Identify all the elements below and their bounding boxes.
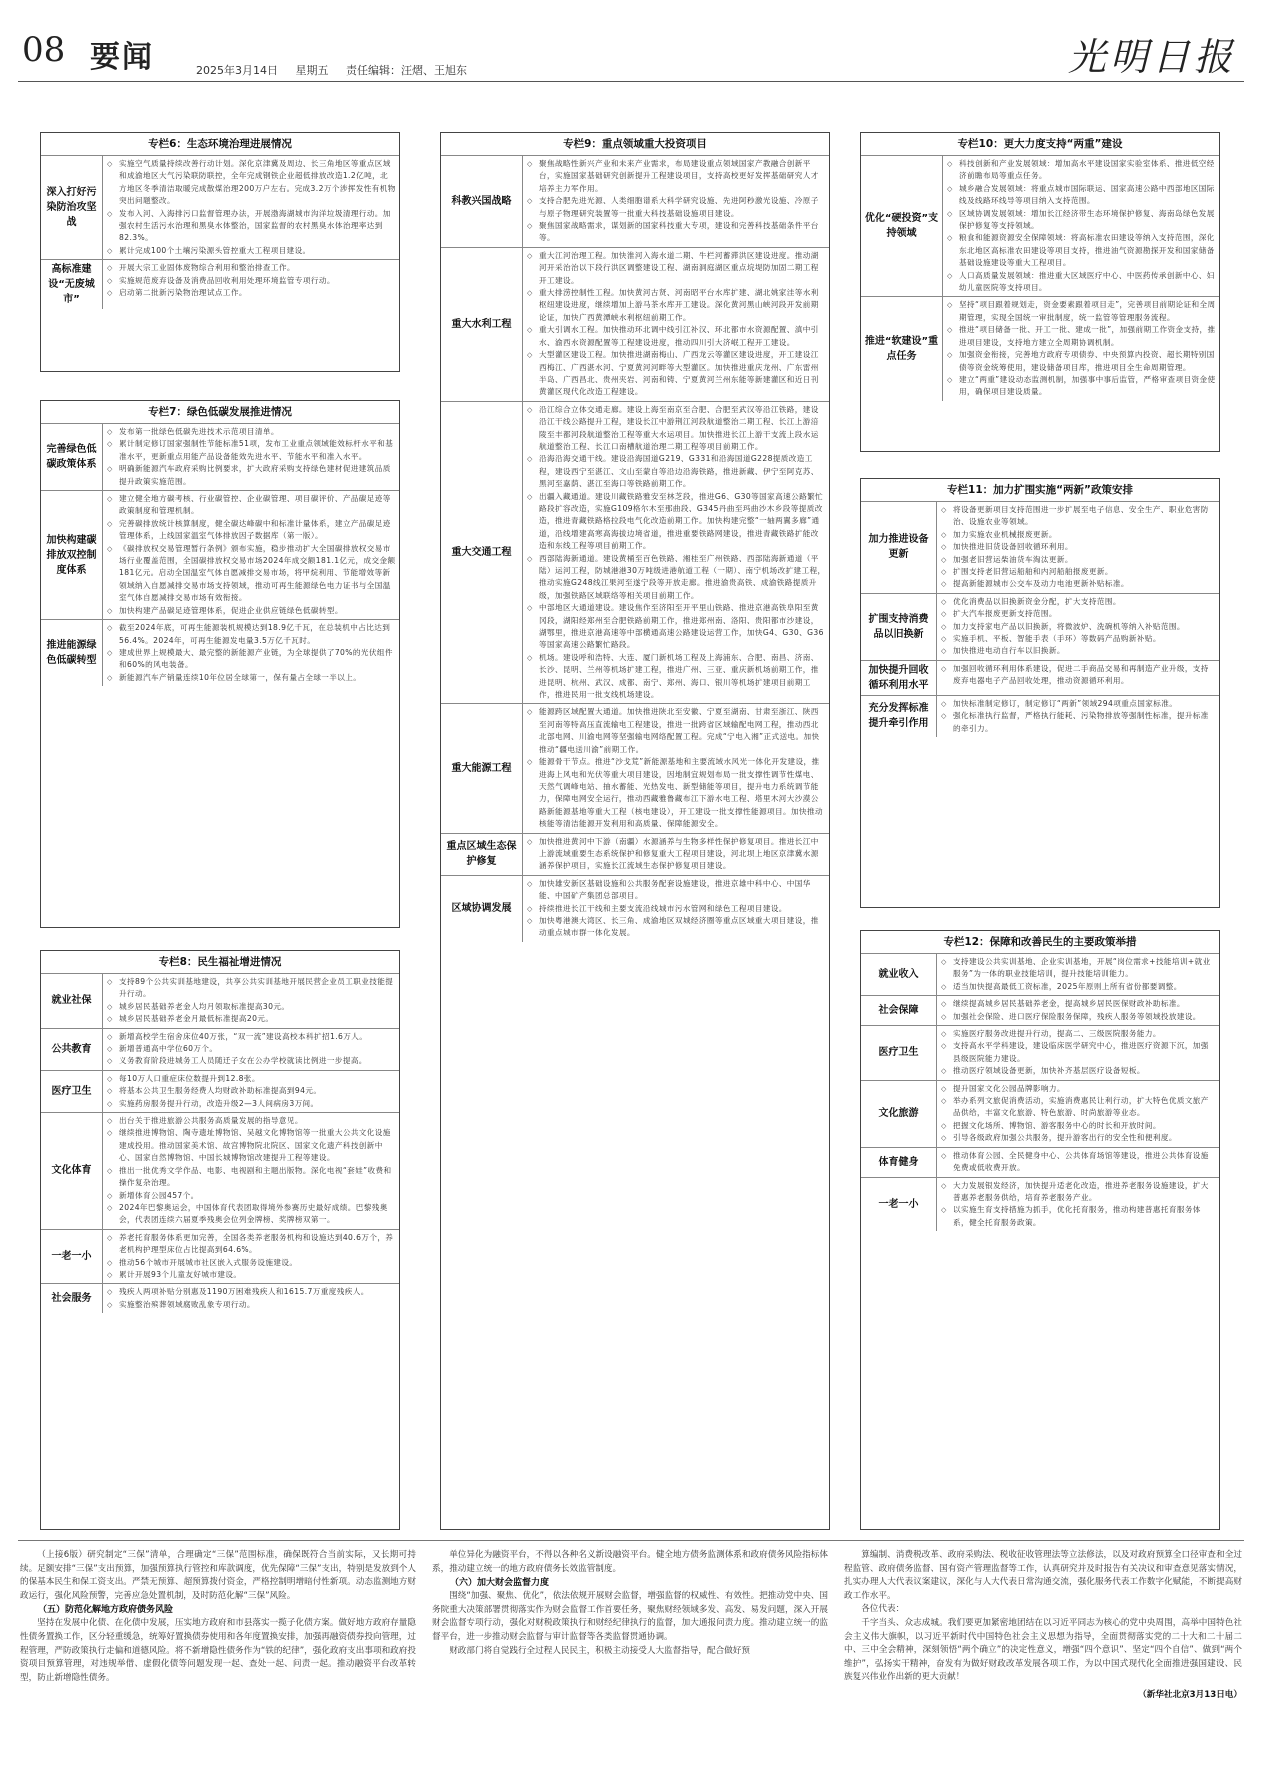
row-items xyxy=(937,954,1219,995)
column-box-title: 专栏12：保障和改善民生的主要政策举措 xyxy=(943,936,1137,948)
dateline: （新华社北京3月13日电） xyxy=(1138,1689,1242,1700)
paragraph: 千字当头、众志成城。我们要更加紧密地团结在以习近平同志为核心的党中央周围，高举中国特色社会主义伟大旗帜，以习近平新时代中国特色社会主义思想为指导，全面贯彻落实党的二十大和二十届二中、三中全会精神，深刻领悟“两个确立”的决定性意义，增强“四个意识”、坚定“四个自信”、做到“两个维护”，弘扬实干精神，奋发有为做好财政改革发展各项工作，为以中国式现代化全面推进强国建设、民族复兴伟业作出新的更大贡献！ xyxy=(844,1617,1242,1683)
list-item: ◇ 支持合肥先进光源、人类细胞谱系大科学研究设施、先进阿秒激光设施、冷原子与原子物理研究装置等一批重大科技基础设施项目建设。 xyxy=(523,195,826,220)
list-item: ◇ 提升国家文化公园品牌影响力。 xyxy=(937,1083,1216,1095)
list-item: ◇ 以实施生育支持措施为抓手，优化托育服务，推动构建普惠托育服务体系，健全托育服务政策。 xyxy=(937,1204,1216,1229)
column-box-11 xyxy=(860,478,1220,908)
column-box-row xyxy=(861,593,1219,660)
row-items xyxy=(103,1230,399,1284)
list-item: ◇ 建立“两重”建设动态监测机制，加强事中事后监管，严格审查项目资金使用，确保项目建设质量。 xyxy=(943,374,1216,399)
row-items xyxy=(523,402,829,704)
row-items xyxy=(103,974,399,1028)
list-item: ◇ 持续推进长江干线和主要支流沿线城市污水管网和绿色工程项目建设。 xyxy=(523,903,826,915)
column-box-title: 专栏10：更大力度支持“两重”建设 xyxy=(957,138,1123,150)
row-items xyxy=(943,297,1219,400)
column-box-row xyxy=(41,1283,399,1313)
list-item: ◇ 粮食和能源资源安全保障领域：将高标准农田建设等纳入支持范围，深化东北地区高标准农田建设等项目支持，推进油气资源勘探开发和国家储备基础设施建设等重大工程项目。 xyxy=(943,232,1216,269)
row-label: 重大能源工程 xyxy=(441,704,523,832)
column-box-row xyxy=(861,1177,1219,1232)
list-item: ◇ 加强回收循环利用体系建设，促进二手商品交易和再制造产业升级，支持废弃电器电子产品回收处理，推动资源循环利用。 xyxy=(937,663,1216,688)
list-item: ◇ 沿海沿海交通干线。建设沿海国道G219、G331和沿海国道G228提质改造工程，建设西宁至湛江、文山至蒙自等沿边沿海铁路，推进新藏、伊宁至阿克苏、黑河至嘉荫、湛江至海口等铁路前期工作。 xyxy=(523,453,826,490)
list-item: ◇ 每10万人口重症床位数提升到12.8张。 xyxy=(103,1073,396,1085)
list-item: ◇ 加强老旧营运柴油货车淘汰更新。 xyxy=(937,554,1216,566)
list-item: ◇ 实施手机、平板、智能手表（手环）等数码产品购新补贴。 xyxy=(937,633,1216,645)
column-box-row xyxy=(861,155,1219,296)
paragraph: 单位异化为融资平台，不得以各种名义新设融资平台。健全地方债务监测体系和政府债务风险指标体系，推动建立统一的地方政府债务长效监管制度。 xyxy=(432,1550,828,1574)
section-title: 要闻 xyxy=(90,40,154,75)
row-label: 医疗卫生 xyxy=(861,1026,937,1080)
list-item: ◇ 重大排涝控制性工程。加快黄河古贤、河南昭平台水库扩建、湖北姚家洼等水利枢纽建设进度，继续增加上游马茶水库开工建设。深化黄河黑山峡河段开发前期论证，加快广西黄潭峡水利枢纽前期工作。 xyxy=(523,287,826,324)
row-label: 加快构建碳排放双控制度体系 xyxy=(41,491,103,619)
list-item: ◇ 重大江河治理工程。加快淮河入海水道二期、牛栏河蓄滞洪区建设进度。推动湖河开采治治以下段行洪区调整建设工程、湖南洞庭湖区重点垸堤防加固二期工程开工建设。 xyxy=(523,250,826,287)
row-items xyxy=(943,156,1219,296)
list-item: ◇ 能源骨干节点。推进“沙戈荒”新能源基地和主要流域水风光一体化开发建设，推进海上风电和光伏等重大项目建设，因地制宜规划布局一批支撑性调节性煤电、天然气调峰电站、抽水蓄能、光热发电、新型储能等项目，提升电力系统调节能力，保障电网安全运行，推动西藏雅鲁藏布江下游水电工程、塔里木河大沙漠公路新能源基地等重大工程（核电建设），开工建设一批支撑性能源项目。加快推动核能等清洁能源开发利用和高质量、保障能源安全。 xyxy=(523,756,826,830)
masthead xyxy=(18,22,1244,82)
page-number: 08 xyxy=(22,30,66,70)
list-item: ◇ 重大引调水工程。加快推动环北调中线引江补汉、环北都市水资源配置、滇中引水、渝西水资源配置等工程建设进度，推动四川引大济岷工程开工建设。 xyxy=(523,324,826,349)
issue-date: 2025年3月14日 xyxy=(196,64,278,77)
list-item: ◇ 累计制定修订国家强制性节能标准51项，发布工业重点领域能效标杆水平和基准水平，更新重点用能产品设备能效先进水平、节能水平和准入水平。 xyxy=(103,438,396,463)
masthead-info xyxy=(196,62,481,78)
column-box-row xyxy=(41,1112,399,1229)
list-item: ◇ 新增普通高中学位60万个。 xyxy=(103,1043,396,1055)
issue-weekday: 星期五 xyxy=(295,64,329,77)
list-item: ◇ 加强社会保险、进口医疗保险服务保障，残疾人服务等领域投放建设。 xyxy=(937,1011,1216,1023)
column-box-6 xyxy=(40,132,400,372)
list-item: ◇ 扩大汽车报废更新支持范围。 xyxy=(937,608,1216,620)
row-label: 推进能源绿色低碳转型 xyxy=(41,620,103,686)
column-box-12 xyxy=(860,930,1220,1530)
list-item: ◇ 人口高质量发展领域：推进重大区域医疗中心、中医药传承创新中心、妇幼儿童医院等支持项目。 xyxy=(943,270,1216,295)
row-items xyxy=(103,1071,399,1112)
list-item: ◇ 优化消费品以旧换新资金分配，扩大支持范围。 xyxy=(937,596,1216,608)
column-box-8 xyxy=(40,950,400,1530)
row-items xyxy=(103,1029,399,1070)
list-item: ◇ 加快标准制定修订，制定修订“两新”领域294项重点国家标准。 xyxy=(937,698,1216,710)
row-items xyxy=(103,156,399,259)
list-item: ◇ 大力发展银发经济，加快提升适老化改造，推进养老服务设施建设，扩大普惠养老服务供给，培育养老服务产业。 xyxy=(937,1180,1216,1205)
row-label: 社会服务 xyxy=(41,1284,103,1313)
column-box-title: 专栏8：民生福祉增进情况 xyxy=(158,956,282,968)
row-items xyxy=(523,248,829,401)
paragraph: （上接6版）研究制定“三保”清单，合理确定“三保”范围标准，确保既符合当前实际，又长期可持续。足额安排“三保”支出预算，加强预算执行管控和库款调度，优先保障“三保”支出，特别是发放到个人的保基本民生和保工资支出。严禁无预算、超预算拨付资金，严格控制明增暗付性新项。动态监测地方财政运行，强化风险预警，完善应急处置机制，及时防范化解“三保”风险。 xyxy=(20,1550,416,1601)
row-items xyxy=(937,1081,1219,1147)
paragraph: 各位代表： xyxy=(861,1604,905,1615)
list-item: ◇ 加快推进旧货设备回收循环利用。 xyxy=(937,541,1216,553)
column-box-row xyxy=(41,490,399,619)
column-box-title: 专栏6：生态环境治理进展情况 xyxy=(148,138,292,150)
newspaper-logo: 光明日报 xyxy=(1067,35,1236,79)
row-items xyxy=(937,502,1219,593)
article-column-1 xyxy=(20,1549,416,1685)
list-item: ◇ 加快粤港澳大湾区、长三角、成渝地区双城经济圈等重点区域重大项目建设，推动重点城市群一体化发展。 xyxy=(523,915,826,940)
column-box-row xyxy=(861,695,1219,737)
list-item: ◇ 开展大宗工业固体废物综合利用和整治排查工作。 xyxy=(103,262,396,274)
editors: 责任编辑：汪熠、王旭东 xyxy=(346,64,467,77)
row-items xyxy=(523,834,829,875)
row-items xyxy=(103,620,399,686)
column-box-title: 专栏11：加力扩围实施“两新”政策安排 xyxy=(947,484,1133,496)
column-box-row xyxy=(441,833,829,875)
list-item: ◇ 实施医疗服务改进提升行动，提高二、三级医院服务能力。 xyxy=(937,1028,1216,1040)
row-label: 文化体育 xyxy=(41,1113,103,1229)
row-items xyxy=(937,1148,1219,1177)
list-item: ◇ 加快雄安新区基础设施和公共服务配套设施建设，推进京雄中科中心、中国华能、中国矿产集团总部项目。 xyxy=(523,878,826,903)
list-item: ◇ 引导各级政府加强公共服务，提升游客出行的安全性和便利度。 xyxy=(937,1132,1216,1144)
row-label: 社会保障 xyxy=(861,996,937,1025)
row-label: 文化旅游 xyxy=(861,1081,937,1147)
list-item: ◇ 完善碳排放统计核算制度，健全碳达峰碳中和标准计量体系，建立产品碳足迹管理体系，上线国家温室气体排放因子数据库（第一版）。 xyxy=(103,518,396,543)
paragraph: 围绕“加强、聚焦、优化”，依法依规开展财会监督，增强监督的权威性、有效性。把推动党中央、国务院重大决策部署贯彻落实作为财会监督工作首要任务，聚焦财经领域多发、高发、易发问题，深入开展财会监督专项行动，强化对财税政策执行和财经纪律执行的监督，加大通报问责力度。推动建立统一的监督平台，进一步推动财会监督与审计监督等各类监督贯通协调。 xyxy=(432,1591,828,1642)
list-item: ◇ 城乡居民基础养老金月最低标准提高20元。 xyxy=(103,1013,396,1025)
list-item: ◇ 累计开展93个儿童友好城市建设。 xyxy=(103,1269,396,1281)
list-item: ◇ 新能源汽车产销量连续10年位居全球第一，保有量占全球一半以上。 xyxy=(103,672,396,684)
list-item: ◇ 2024年巴黎奥运会，中国体育代表团取得境外参赛历史最好成绩。巴黎残奥会，代表团连续六届夏季残奥会位列金牌榜、奖牌榜双第一。 xyxy=(103,1202,396,1227)
column-box-row xyxy=(41,1229,399,1284)
list-item: ◇ 机场。建设呼和浩特、大连、厦门新机场工程及上海浦东、合肥、南昌、济南、长沙、昆明、兰州等机场扩建工程，推进广州、三亚、重庆新机场前期工作，推进昆明、杭州、武汉、成都、南宁、郑州、海口、银川等机场扩建项目前期工作，推进民用一批支线机场建设。 xyxy=(523,652,826,702)
paragraph: 坚持在发展中化债、在化债中发展，压实地方政府和市县落实一揽子化债方案。做好地方政府存量隐性债务置换工作，区分轻重缓急，统筹好置换债券使用和各年度置换安排，加强再融资债券投向管理，过程管理，严防政策执行走偏和道德风险。将不新增隐性债务作为“铁的纪律”，强化政府支出事项和政府投资项目预算管理，对违规举借、虚假化债等问题发现一起、查处一起、问责一起。推动融资平台改革转型，防止新增隐性债务。 xyxy=(20,1618,416,1683)
list-item: ◇ 推出一批优秀文学作品、电影、电视剧和主题出版物。深化电视“套娃”收费和操作复杂治理。 xyxy=(103,1165,396,1190)
list-item: ◇ 推动体育公园、全民健身中心、公共体育场馆等建设，推进公共体育设施免费或低收费开放。 xyxy=(937,1150,1216,1175)
column-box-row xyxy=(441,875,829,942)
list-item: ◇ 能源跨区域配置大通道。加快推进陕北至安徽、宁夏至湖南、甘肃至浙江、陕西至河南等特高压直流输电工程建设，推进一批跨省区域输配电网工程，推动西北北部电网、川渝电网等坚强输电网络配置工程。完成“宁电入湘”正式送电。加快推动“疆电送川渝”前期工作。 xyxy=(523,706,826,756)
column-box-7 xyxy=(40,400,400,928)
list-item: ◇ 出台关于推进旅游公共服务高质量发展的指导意见。 xyxy=(103,1115,396,1127)
row-label: 公共教育 xyxy=(41,1029,103,1070)
row-items xyxy=(937,996,1219,1025)
row-label: 加力推进设备更新 xyxy=(861,502,937,593)
row-label: 重大水利工程 xyxy=(441,248,523,401)
row-label: 加快提升回收循环利用水平 xyxy=(861,661,937,695)
list-item: ◇ 建立健全地方碳考核、行业碳管控、企业碳管理、项目碳评价、产品碳足迹等政策制度和管理机制。 xyxy=(103,493,396,518)
list-item: ◇ 推动医疗领域设备更新，加快补齐基层医疗设备短板。 xyxy=(937,1065,1216,1077)
list-item: ◇ 适当加快提高最低工资标准，2025年原则上所有省份都要调整。 xyxy=(937,981,1216,993)
list-item: ◇ 支持89个公共实训基地建设，共享公共实训基地开展民营企业员工职业技能提升行动。 xyxy=(103,976,396,1001)
row-items xyxy=(937,661,1219,695)
row-items xyxy=(937,1026,1219,1080)
row-label: 科教兴国战略 xyxy=(441,156,523,247)
subheading: （六）加大财会监督力度 xyxy=(450,1578,550,1589)
list-item: ◇ 继续提高城乡居民基础养老金，提高城乡居民医保财政补助标准。 xyxy=(937,998,1216,1010)
list-item: ◇ 发布第一批绿色低碳先进技术示范项目清单。 xyxy=(103,426,396,438)
list-item: ◇ 提高新能源城市公交车及动力电池更新补贴标准。 xyxy=(937,578,1216,590)
list-item: ◇ 加力实施农业机械报废更新。 xyxy=(937,529,1216,541)
column-box-row xyxy=(41,259,399,309)
column-box-row xyxy=(861,953,1219,995)
list-item: ◇ 沿江综合立体交通走廊。建设上海至南京至合肥、合肥至武汉等沿江铁路，建设沿江干线公路提升工程，建设长江中游荆江河段航道整治二期工程、长江上游涪陵至丰都河段航道整治工程等重大水运项目。加快推进长江上游干支流上段水运航道整治工程、长江口南槽航道治理二期工程等项目前期工作。 xyxy=(523,404,826,454)
row-items xyxy=(103,491,399,619)
column-box-title: 专栏9：重点领域重大投资项目 xyxy=(563,138,707,150)
row-items xyxy=(937,594,1219,660)
column-box-row xyxy=(861,501,1219,593)
column-box-row xyxy=(41,619,399,686)
list-item: ◇ 实施空气质量持续改善行动计划。深化京津冀及周边、长三角地区等重点区域和成渝地区大气污染联防联控，全年完成钢铁企业超低排放改造1.2亿吨，北方地区冬季清洁取暖完成散煤治理200万户左右。完成3.2万个涉挥发性有机物突出问题整改。 xyxy=(103,158,396,208)
list-item: ◇ 发布入河、入海排污口监督管理办法，开展渤海湖城市沟洋垃圾清理行动。加强农村生活污水治理和黑臭水体整治，国家监督的农村黑臭水体治理率达到82.3%。 xyxy=(103,208,396,245)
column-box-row xyxy=(441,401,829,704)
row-label: 就业社保 xyxy=(41,974,103,1028)
list-item: ◇ 聚焦战略性新兴产业和未来产业需求，布局建设重点领域国家产教融合创新平台，实施国家基础研究创新提升工程建设项目，支持高校更好发挥基础研究人才培养主力军作用。 xyxy=(523,158,826,195)
column-box-row xyxy=(861,660,1219,695)
column-box-row xyxy=(861,1147,1219,1177)
list-item: ◇ 城乡居民基础养老金人均月领取标准提高30元。 xyxy=(103,1001,396,1013)
row-label: 就业收入 xyxy=(861,954,937,995)
list-item: ◇ 强化标准执行监督，严格执行能耗、污染物排放等强制性标准，提升标准的牵引力。 xyxy=(937,710,1216,735)
column-box-row xyxy=(441,247,829,401)
row-items xyxy=(103,260,399,309)
list-item: ◇ 加快推进黄河中下游（南疆）水源涵养与生物多样性保护修复项目。推进长江中上游流域重要生态系统保护和修复重大工程项目建设，河北坝上地区京津冀水源涵养保护项目，实施长江流域生态保护修复项目建设。 xyxy=(523,836,826,873)
list-item: ◇ 截至2024年底，可再生能源装机规模达到18.9亿千瓦，在总装机中占比达到56.4%。2024年，可再生能源发电量3.5万亿千瓦时。 xyxy=(103,622,396,647)
list-item: ◇ 新增高校学生宿舍床位40万张，“双一流”建设高校本科扩招1.6万人。 xyxy=(103,1031,396,1043)
list-item: ◇ 实施药房服务提升行动，改造升级2—3人间病房3万间。 xyxy=(103,1098,396,1110)
article-column-3 xyxy=(844,1549,1242,1703)
row-items xyxy=(523,704,829,832)
column-box-row xyxy=(441,155,829,247)
article-body xyxy=(18,1540,1244,1780)
column-box-row xyxy=(41,1070,399,1112)
row-label: 医疗卫生 xyxy=(41,1071,103,1112)
column-box-row xyxy=(861,296,1219,400)
row-label: 一老一小 xyxy=(41,1230,103,1284)
paragraph: 算编制、消费税改革、政府采购法、税收征收管理法等立法修法，以及对政府预算全口径审查和全过程监管、政府债务监督、国有资产管理监督等工作，认真研究并及时报告有关决议和审查意见落实情况，扎实办理人大代表议案建议，深化与人大代表日常沟通交流，强化服务代表工作数字化赋能，不断提高财政工作水平。 xyxy=(844,1550,1242,1601)
list-item: ◇ 中部地区大通道建设。建设焦作至济阳至开平里山铁路、推进京港高铁阜阳至黄冈段，湖阳经郑州至合肥铁路前期工作，推进郑州南、洛阳、贵阳都市沙建设，湖鄂里，推进京港高速等中部横通高速公路建设运营工作，加快G4、G30、G36等国家高速公路繁忙路段。 xyxy=(523,602,826,652)
list-item: ◇ 城乡融合发展领域：将重点城市国际联运、国家高速公路中西部地区国际线及线路环线导等项目纳入支持范围。 xyxy=(943,183,1216,208)
list-item: ◇ 加快推进电动自行车以旧换新。 xyxy=(937,645,1216,657)
row-label: 完善绿色低碳政策体系 xyxy=(41,424,103,490)
list-item: ◇ 明确新能源汽车政府采购比例要求，扩大政府采购支持绿色建材促进建筑品质提升政策实施范围。 xyxy=(103,463,396,488)
row-label: 高标准建设“无废城市” xyxy=(41,260,103,309)
list-item: ◇ 将设备更新项目支持范围进一步扩展至电子信息、安全生产、职业危害防治、设施农业等领域。 xyxy=(937,504,1216,529)
column-box-row xyxy=(861,1025,1219,1080)
row-items xyxy=(103,1284,399,1313)
column-box-row xyxy=(41,1028,399,1070)
column-box-row xyxy=(41,155,399,259)
list-item: ◇ 大型灌区建设工程。加快推进湖南梅山、广西龙云等灌区建设进度，开工建设江西梅江、广西湛水河、宁夏黄河河畔等大型灌区。加快推进重庆龙州、广东雷州半岛、广西昌北、贵州夹岩、河南和铸、宁夏黄河兰州东能等新建灌区和近日刊黄灌区现代化改造工程建设。 xyxy=(523,349,826,399)
list-item: ◇ 启动第二批新污染物治理试点工作。 xyxy=(103,287,396,299)
list-item: ◇ 《碳排放权交易管理暂行条例》颁布实施，稳步推动扩大全国碳排放权交易市场行业覆盖范围，全国碳排放权交易市场2024年成交额181.1亿元，成交金额181亿元。启动全国温室气体自愿减排交易市场，将甲烷利用、节能增效等新领域纳入自愿减排交易市场支持领域，推动可再生能源绿色电力证书与全国温室气体自愿减排交易市场有效衔接。 xyxy=(103,543,396,605)
column-box-row xyxy=(41,423,399,490)
list-item: ◇ 推动56个城市开展城市社区嵌入式服务设施建设。 xyxy=(103,1257,396,1269)
article-column-2 xyxy=(432,1549,828,1658)
column-box-row xyxy=(441,703,829,832)
list-item: ◇ 区域协调发展领域：增加长江经济带生态环境保护修复、海南岛绿色发展保护修复等支持领域。 xyxy=(943,208,1216,233)
list-item: ◇ 支持建设公共实训基地、企业实训基地，开展“岗位需求+技能培训+就业服务”为一体的职业技能培训，提升技能培训能力。 xyxy=(937,956,1216,981)
list-item: ◇ 加力支持家电产品以旧换新，将微波炉、洗碗机等纳入补贴范围。 xyxy=(937,621,1216,633)
list-item: ◇ 实施整治殡葬领域腐败乱象专项行动。 xyxy=(103,1299,396,1311)
list-item: ◇ 聚焦国家战略需求，谋划新的国家科技重大专项，建设和完善科技基础条件平台等。 xyxy=(523,220,826,245)
row-label: 充分发挥标准提升牵引作用 xyxy=(861,696,937,737)
list-item: ◇ 支持高水平学科建设，建设临床医学研究中心，推进医疗资源下沉，加强县级医院能力建设。 xyxy=(937,1040,1216,1065)
column-box-9 xyxy=(440,132,830,1530)
row-items xyxy=(523,876,829,942)
list-item: ◇ 举办系列文旅促消费活动，实施消费惠民让利行动，扩大特色优质文旅产品供给，丰富文化旅游、特色旅游、时尚旅游等业态。 xyxy=(937,1095,1216,1120)
list-item: ◇ 科技创新和产业发展领域：增加高水平建设国家实验室体系、推进低空经济前瞻布局等重点任务。 xyxy=(943,158,1216,183)
column-box-10 xyxy=(860,132,1220,452)
row-label: 体育健身 xyxy=(861,1148,937,1177)
list-item: ◇ 新增体育公园457个。 xyxy=(103,1190,396,1202)
list-item: ◇ 继续推进博物馆、陶寺遗址博物馆、吴越文化博物馆等一批重大公共文化设施建成投用。推动国家美术馆、故宫博物院北院区、国家文化遗产科技创新中心、国家自然博物馆、中国长城博物馆改建提升工程等建设。 xyxy=(103,1127,396,1164)
list-item: ◇ 加快构建产品碳足迹管理体系，促进企业供应链绿色低碳转型。 xyxy=(103,605,396,617)
row-label: 优化“硬投资”支持领域 xyxy=(861,156,943,296)
row-label: 扩围支持消费品以旧换新 xyxy=(861,594,937,660)
row-label: 一老一小 xyxy=(861,1178,937,1232)
list-item: ◇ 残疾人两项补贴分别惠及1190万困难残疾人和1615.7万重度残疾人。 xyxy=(103,1286,396,1298)
column-box-row xyxy=(861,1080,1219,1147)
paragraph: 财政部门将自觉践行全过程人民民主，积极主动接受人大监督指导，配合做好预 xyxy=(449,1645,750,1656)
row-items xyxy=(103,424,399,490)
row-items xyxy=(523,156,829,247)
column-box-row xyxy=(861,995,1219,1025)
list-item: ◇ 把握文化场所、博物馆、游客服务中心的时长和开放时间。 xyxy=(937,1120,1216,1132)
list-item: ◇ 实施规范废弃设备及消费品回收利用处理环境监管专项行动。 xyxy=(103,275,396,287)
list-item: ◇ 推进“项目储备一批、开工一批、建成一批”，加强前期工作资金支持，推进项目建设，支持地方建立全周期协调机制。 xyxy=(943,324,1216,349)
row-items xyxy=(103,1113,399,1229)
list-item: ◇ 扩围支持老旧营运船舶和内河船舶报废更新。 xyxy=(937,566,1216,578)
column-box-title: 专栏7：绿色低碳发展推进情况 xyxy=(148,406,292,418)
list-item: ◇ 将基本公共卫生服务经费人均财政补助标准提高到94元。 xyxy=(103,1085,396,1097)
list-item: ◇ 养老托育服务体系更加完善，全国各类养老服务机构和设施达到40.6万个，养老机构护理型床位占比提高到64.6%。 xyxy=(103,1232,396,1257)
list-item: ◇ 出疆入藏通道。建设川藏铁路雅安至林芝段，推进G6、G30等国家高速公路繁忙路段扩容改造，实施G109格尔木至那曲段、G345丹曲至玛曲沙木乡段等提质改造，推进青藏铁路格拉段电气化改造前期工作。加快构建完整“一轴两翼多廊”通道，沿线增建高寒高海拔边境省道，推进重要铁路网建设，推进青藏铁路扩能改造和东线工程等项目前期工作。 xyxy=(523,491,826,553)
row-label: 推进“软建设”重点任务 xyxy=(861,297,943,400)
row-label: 重点区域生态保护修复 xyxy=(441,834,523,875)
row-label: 重大交通工程 xyxy=(441,402,523,704)
row-label: 区域协调发展 xyxy=(441,876,523,942)
list-item: ◇ 建成世界上规模最大、最完整的新能源产业链，为全球提供了70%的光伏组件和60%的风电装备。 xyxy=(103,647,396,672)
list-item: ◇ 加强资金衔接，完善地方政府专项债券、中央预算内投资、超长期特别国债等资金统筹使用，建设储备项目库，推进项目全生命周期管理。 xyxy=(943,349,1216,374)
list-item: ◇ 义务教育阶段进城务工人员随迁子女在公办学校就读比例进一步提高。 xyxy=(103,1055,396,1067)
column-box-row xyxy=(41,973,399,1028)
row-items xyxy=(937,1178,1219,1232)
list-item: ◇ 西部陆海新通道。建设黄桶至百色铁路、湘桂至广州铁路、西部陆海新通道（平陆）运河工程，防城港港30万吨级进港航道工程（一期）、南宁机场改扩建工程，推动实施G248线江果河至遂宁段等开放走廊。推进渝贵高铁、成渝铁路提质升级，加强铁路区域联络等相关项目前期工作。 xyxy=(523,553,826,603)
list-item: ◇ 坚持“项目跟着规划走，资金要素跟着项目走”，完善项目前期论证和全周期管理，实现全国统一审批制度，统一监管等管理服务流程。 xyxy=(943,299,1216,324)
subheading: （五）防范化解地方政府债务风险 xyxy=(38,1605,174,1616)
list-item: ◇ 累计完成100个土壤污染源头管控重大工程项目建设。 xyxy=(103,245,396,257)
row-items xyxy=(937,696,1219,737)
row-label: 深入打好污染防治攻坚战 xyxy=(41,156,103,259)
